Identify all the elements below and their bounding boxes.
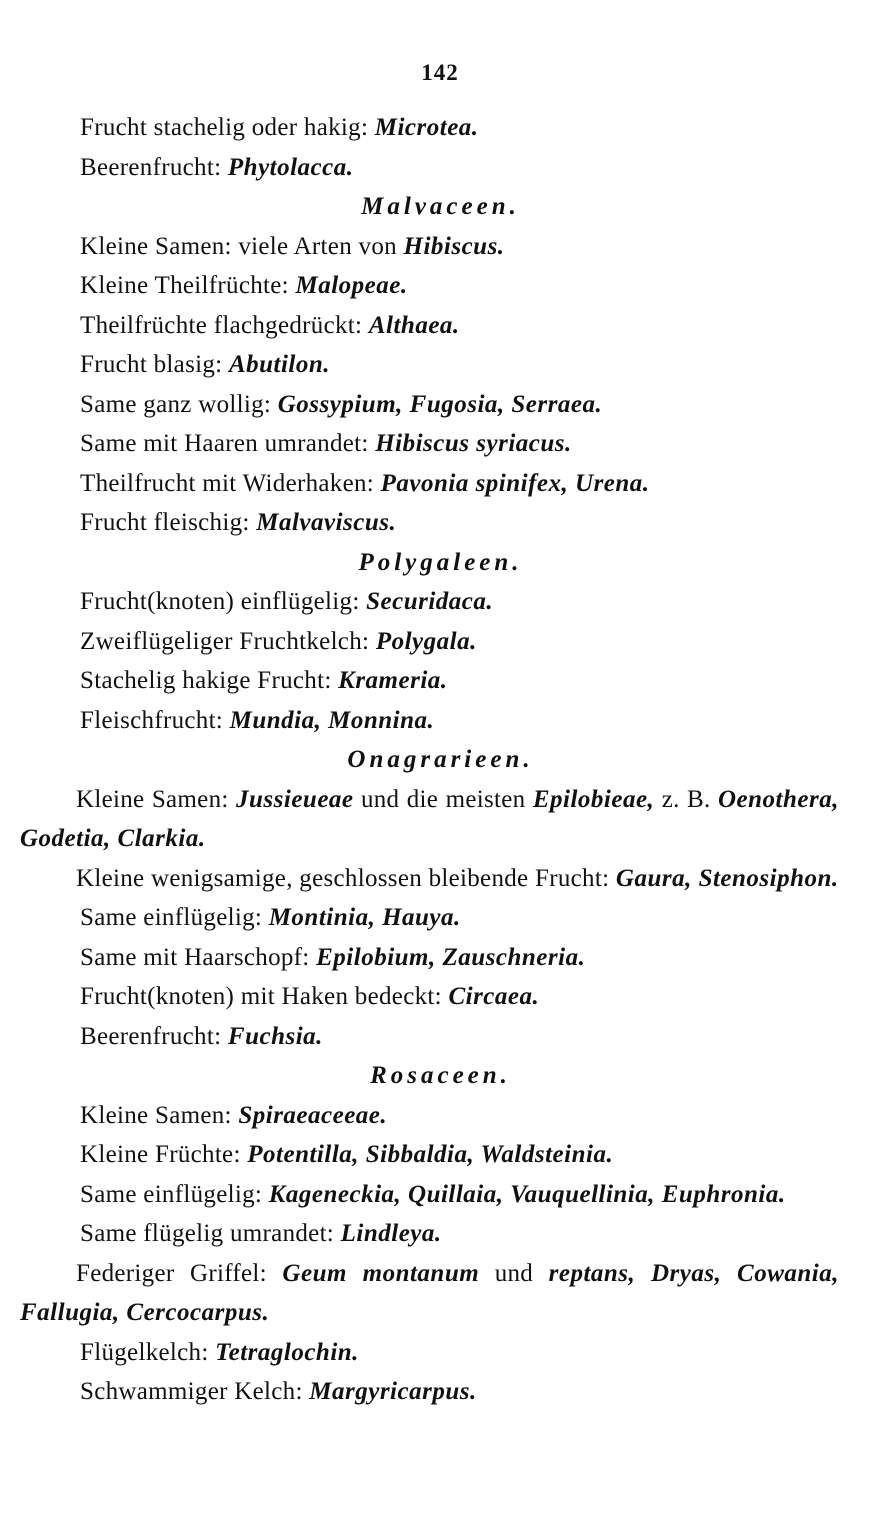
entry-line (0, 898, 891, 938)
genus-names: Epilobieae, (532, 785, 655, 813)
entry-connector: und die meisten (360, 785, 526, 813)
entry-label: Beerenfrucht: (80, 153, 222, 181)
entry-line (0, 266, 891, 306)
entry-label: Stachelig hakige Frucht: (80, 667, 332, 694)
entry-line (0, 622, 891, 662)
genus-names: Hibiscus syriacus. (375, 430, 572, 457)
genus-names: Krameria. (338, 667, 448, 694)
genus-names: Abutilon. (228, 351, 331, 378)
entry-label: Frucht stachelig oder hakig: (80, 114, 369, 141)
entry-connector: z. B. (661, 785, 711, 813)
entry-label: Same ganz wollig: (80, 390, 272, 418)
entry-line (0, 859, 891, 899)
entry-label: Frucht(knoten) mit Haken bedeckt: (80, 983, 442, 1010)
page-number: 142 (421, 60, 459, 85)
entry-line (0, 385, 891, 425)
family-heading: Polygaleen. (358, 548, 523, 576)
genus-names: reptans, Dryas, Cowania, Fallugia, Cercocarpus. (20, 1259, 839, 1326)
entry-label: Fleischfrucht: (80, 706, 224, 734)
entry-label: Federiger Griffel: (76, 1259, 267, 1287)
family-heading: Rosaceen. (370, 1062, 511, 1089)
genus-names: Microtea. (374, 114, 479, 141)
entry-line (0, 227, 891, 267)
entry-connector: und (494, 1259, 534, 1287)
genus-names: Securidaca. (366, 588, 494, 615)
genus-names: Geum montanum (282, 1259, 480, 1287)
genus-names: Oenothera, Godetia, Clarkia. (20, 785, 839, 852)
entry-line (0, 148, 891, 188)
entry-label: Kleine Samen: (76, 785, 229, 813)
genus-names: Margyricarpus. (309, 1378, 477, 1405)
entry-line (0, 1254, 891, 1333)
entry-line (0, 424, 891, 464)
entry-line (0, 661, 891, 701)
entry-label: Same einflügelig: (80, 1180, 263, 1208)
genus-names: Mundia, Monnina. (229, 706, 435, 734)
genus-names: Gaura, Stenosiphon. (615, 864, 839, 892)
entry-line (0, 977, 891, 1017)
entry-label: Same mit Haarschopf: (80, 943, 310, 971)
entry-line (0, 108, 891, 148)
entry-label: Theilfrucht mit Widerhaken: (80, 469, 375, 497)
genus-names: Montinia, Hauya. (268, 904, 461, 931)
entry-label: Kleine Samen: viele Arten von (80, 232, 397, 260)
entry-label: Kleine Früchte: (80, 1141, 241, 1168)
entry-line (0, 780, 891, 859)
entry-line (0, 938, 891, 978)
entry-label: Kleine Theilfrüchte: (80, 272, 289, 299)
entry-label: Kleine Samen: (80, 1101, 232, 1129)
entry-label: Same mit Haaren umrandet: (80, 430, 369, 457)
entry-line (0, 1135, 891, 1175)
entry-label: Frucht(knoten) einflügelig: (80, 588, 360, 615)
genus-names: Malopeae. (295, 272, 408, 299)
entry-line (0, 345, 891, 385)
entry-label: Kleine wenigsamige, geschlossen bleibende Frucht: (76, 864, 610, 892)
entry-label: Schwammiger Kelch: (80, 1378, 303, 1405)
family-heading: Malvaceen. (361, 193, 520, 220)
family-heading: Onagrarieen. (347, 746, 534, 773)
genus-names: Circaea. (448, 983, 540, 1010)
page-text (0, 108, 891, 1412)
genus-names: Lindleya. (340, 1220, 442, 1247)
genus-names: Polygala. (375, 627, 477, 655)
entry-label: Frucht fleischig: (80, 509, 250, 536)
entry-label: Same flügelig umrandet: (80, 1220, 335, 1247)
genus-names: Tetraglochin. (215, 1338, 359, 1366)
genus-names: Phytolacca. (227, 153, 354, 181)
genus-names: Spiraeaceeae. (238, 1101, 388, 1129)
genus-names: Malvaviscus. (256, 509, 397, 536)
entry-label: Same einflügelig: (80, 904, 263, 931)
genus-names: Pavonia spinifex, Urena. (380, 469, 650, 497)
entry-line (0, 464, 891, 504)
entry-label: Beerenfrucht: (80, 1022, 222, 1050)
entry-line (0, 582, 891, 622)
genus-names: Epilobium, Zauschneria. (316, 943, 586, 971)
entry-label: Theilfrüchte flachgedrückt: (80, 311, 363, 339)
entry-line (0, 306, 891, 346)
entry-line (0, 701, 891, 741)
entry-label: Flügelkelch: (80, 1338, 209, 1366)
entry-line (0, 1372, 891, 1412)
entry-line (0, 1096, 891, 1136)
entry-line (0, 503, 891, 543)
entry-line (0, 1333, 891, 1373)
genus-names: Hibiscus. (403, 232, 505, 260)
entry-line (0, 1175, 891, 1215)
genus-names: Potentilla, Sibbaldia, Waldsteinia. (247, 1141, 614, 1168)
genus-names: Althaea. (368, 311, 460, 339)
genus-names: Kageneckia, Quillaia, Vauquellinia, Euphronia. (268, 1180, 786, 1208)
genus-names: Jussieueae (236, 785, 354, 813)
entry-line (0, 1017, 891, 1057)
entry-label: Zweiflügeliger Fruchtkelch: (80, 627, 370, 655)
entry-line (0, 1214, 891, 1254)
entry-label: Frucht blasig: (80, 351, 223, 378)
genus-names: Fuchsia. (227, 1022, 323, 1050)
genus-names: Gossypium, Fugosia, Serraea. (277, 390, 603, 418)
